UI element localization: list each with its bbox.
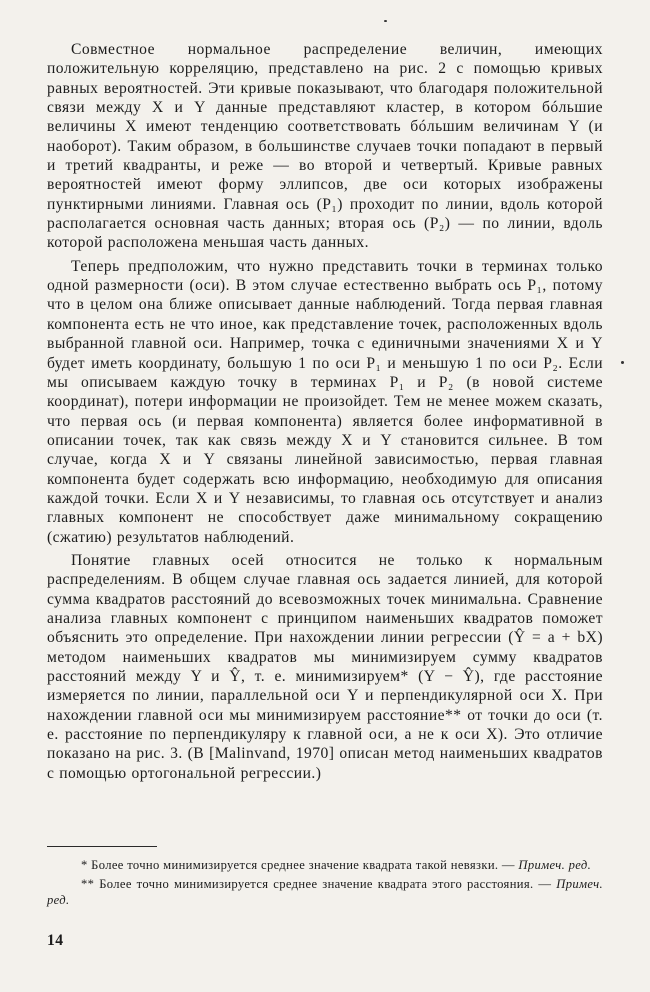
paragraph-one-dimension: Теперь предположим, что нужно представить точки в терминах только одной размерности (оси). В этом случае естественно выбрать ось P₁, потому что в целом она ближе описывает данные наблюдений. Тогда первая главная компонента есть не что иное, как представление точек, расположенных вдоль выбранной главной оси. Например, точка с единичными значениями X и Y будет иметь координату, большую 1 по оси P₁ и меньшую 1 по оси P₂. Если мы описываем каждую точку в терминах P₁ и P₂ (в новой системе координат), потери информации не произойдет. Тем не менее можем сказать, что первая ось (и первая компонента) является более информативной в описании точек, так как связь между X и Y становится сильнее. В том случае, когда X и Y связаны линейной зависимостью, первая главная компонента будет содержать всю информацию, необходимую для описания каждой точки. Если X и Y независимы, то главная ось отсутствует и анализ главных компонент не способствует даже минимальному сокращению (сжатию) результатов наблюдений.	[47, 257, 603, 546]
print-speck-margin	[621, 361, 624, 364]
footnote-marker: *	[81, 858, 88, 872]
paragraph-principal-axes: Понятие главных осей относится не только к нормальным распределениям. В общем случае главная ось задается линией, для которой сумма квадратов расстояний до всевозможных точек минимальна. Сравнение анализа главных компонент с принципом наименьших квадратов поможет объяснить это определение. При нахождении линии регрессии (Ŷ = a + bX) методом наименьших квадратов мы минимизируем сумму квадратов расстояний между Y и Ŷ, т. е. минимизируем* (Y − Ŷ), где расстояние измеряется по линии, параллельной оси Y и перпендикулярной оси X. При нахождении главной оси мы минимизируем расстояние** от точки до оси (т. е. расстояние по перпендикуляру к главной оси, а не к оси X). Это отличие показано на рис. 3. (В [Malinvand, 1970] описан метод наименьших квадратов с помощью ортогональной регрессии.)	[47, 551, 603, 782]
footnote-1	[47, 858, 603, 874]
footnote-marker: **	[81, 876, 95, 891]
footnote-text: Более точно минимизируется среднее значение квадрата этого расстояния. —	[99, 876, 552, 891]
paragraph-bivariate-normal: Совместное нормальное распределение величин, имеющих положительную корреляцию, представлено на рис. 2 с помощью кривых равных вероятностей. Эти кривые показывают, что благодаря положительной связи между X и Y данные представляют кластер, в котором бóльшие величины X имеют тенденцию соответствовать бóльшим величинам Y (и наоборот). Таким образом, в большинстве случаев точки попадают в первый и третий квадранты, и реже — во второй и четвертый. Кривые равных вероятностей имеют форму эллипсов, две оси которых изображены пунктирными линиями. Главная ось (P₁) проходит по линии, вдоль которой располагается основная часть данных; вторая ось (P₂) — по линии, вдоль которой расположена меньшая часть данных.	[47, 41, 603, 252]
page-body	[47, 40, 603, 783]
footnote-divider	[47, 846, 157, 847]
footnotes	[47, 858, 603, 908]
page-number: 14	[47, 932, 64, 949]
footnote-2	[47, 877, 603, 909]
footnote-text: Более точно минимизируется среднее значение квадрата такой невязки. —	[91, 858, 515, 872]
footnote-attribution: Примеч. ред.	[518, 858, 592, 872]
footnote-attribution: Примеч. ред.	[47, 876, 604, 907]
print-speck-top	[384, 20, 387, 22]
